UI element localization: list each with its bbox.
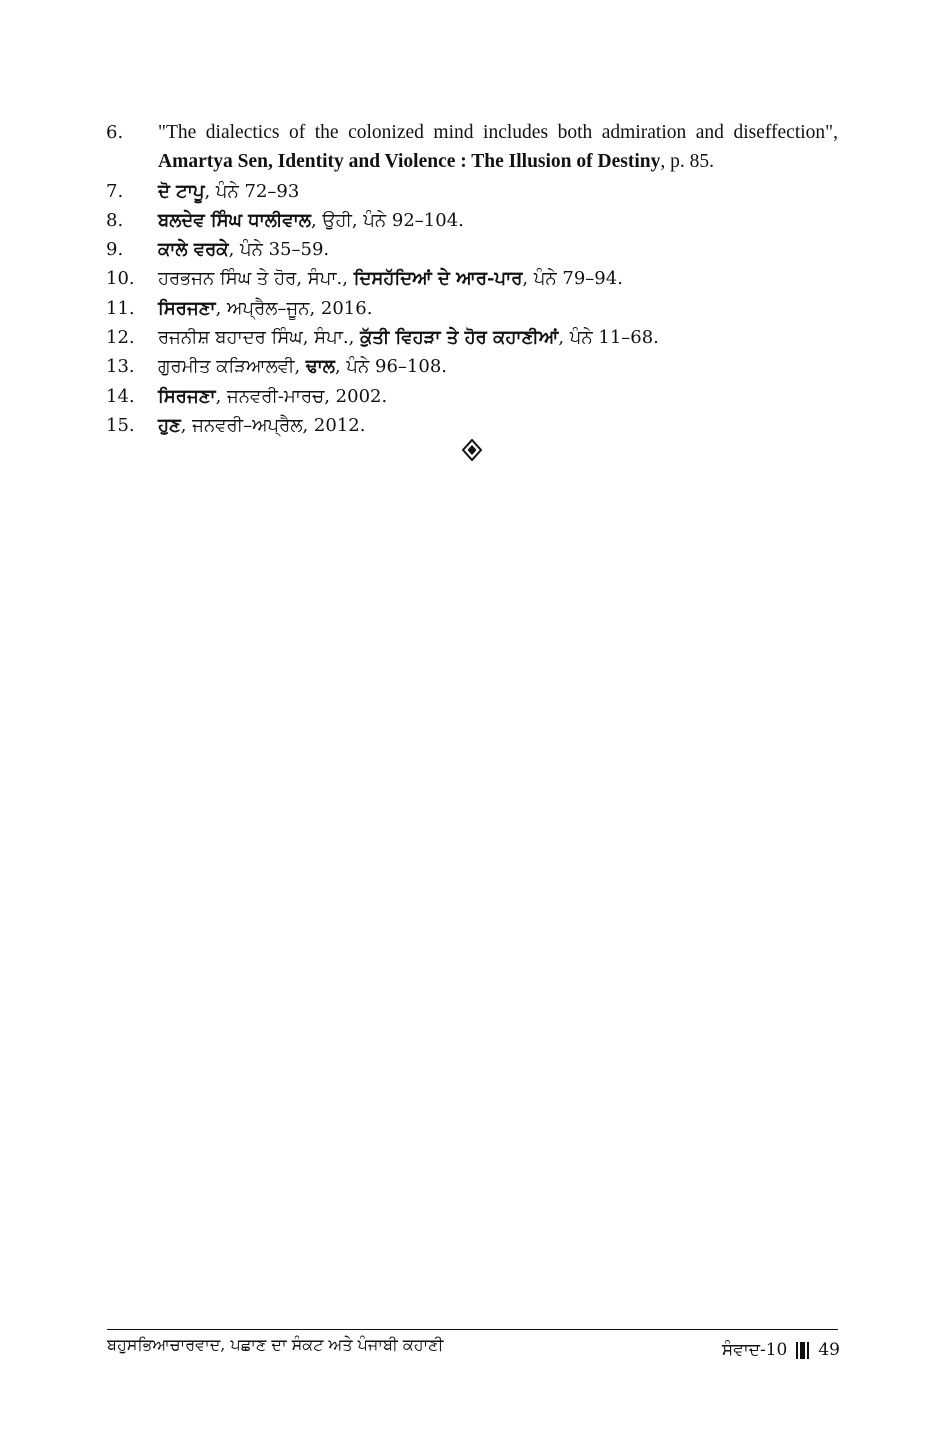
book-title: ਢਾਲ [305, 356, 335, 378]
page-ref: , ਪੰਨੇ 96–108. [334, 356, 447, 378]
endnote-number: 8. [106, 209, 124, 231]
endnote-number: 6. [106, 122, 124, 143]
endnote-text [158, 206, 838, 235]
page-ref: , ਪੰਨੇ 79–94. [522, 268, 623, 290]
author-editor: ਹਰਭਜਨ ਸਿੰਘ ਤੇ ਹੋਰ, ਸੰਪਾ., [158, 268, 354, 290]
endnote-text [158, 235, 838, 264]
endnote-text [158, 264, 838, 293]
issue-ref: , ਜਨਵਰੀ-ਮਾਰਚ, 2002. [215, 385, 388, 407]
endnote-12 [106, 323, 838, 352]
page-number: 49 [818, 1340, 840, 1360]
endnote-10 [106, 264, 838, 293]
endnote-15 [106, 411, 838, 440]
journal-title: ਸਿਰਜਣਾ [158, 297, 216, 319]
book-title: ਕਾਲੇ ਵਰਕੇ [158, 239, 229, 261]
endnote-11 [106, 294, 838, 323]
journal-name: ਸੰਵਾਦ-10 [721, 1340, 788, 1360]
endnote-quote-line: "The dialectics of the colonized mind includes both admiration and diseffection", [158, 122, 838, 143]
footer-divider [107, 1329, 838, 1330]
endnote-8 [106, 206, 838, 235]
endnote-text [158, 352, 838, 381]
endnote-9 [106, 235, 838, 264]
endnote-number: 7. [106, 180, 124, 202]
page-ref: , ਉਹੀ, ਪੰਨੇ 92–104. [310, 209, 464, 231]
endnotes-list [106, 118, 838, 440]
endnote-text [158, 118, 838, 177]
issue-ref: , ਜਨਵਰੀ–ਅਪ੍ਰੈਲ, 2012. [180, 414, 366, 436]
endnote-citation-line [158, 147, 838, 176]
book-title: ਕੁੱਤੀ ਵਿਹੜਾ ਤੇ ਹੋਰ ਕਹਾਣੀਆਂ [360, 327, 559, 349]
endnote-number: 11. [106, 297, 135, 319]
endnote-6 [106, 118, 838, 177]
journal-title: ਸਿਰਜਣਾ [158, 385, 216, 407]
book-title: ਦਿਸਹੱਦਿਆਂ ਦੇ ਆਰ-ਪਾਰ [353, 268, 523, 290]
endnote-text [158, 294, 838, 323]
separator-bars-icon [796, 1341, 809, 1359]
diamond-ornament-icon [462, 439, 482, 461]
author-editor: ਰਜਨੀਸ਼ ਬਹਾਦਰ ਸਿੰਘ, ਸੰਪਾ., [158, 327, 361, 349]
endnote-number: 12. [106, 327, 135, 349]
book-title: ਬਲਦੇਵ ਸਿੰਘ ਧਾਲੀਵਾਲ [158, 209, 311, 231]
author: ਗੁਰਮੀਤ ਕੜਿਆਲਵੀ, [158, 356, 306, 378]
book-title: Amartya Sen, Identity and Violence : The Illusion of Destiny [158, 151, 661, 173]
journal-title: ਹੁਣ [158, 414, 181, 436]
issue-ref: , ਅਪ੍ਰੈਲ–ਜੂਨ, 2016. [215, 297, 373, 319]
endnote-7 [106, 177, 838, 206]
endnote-number: 15. [106, 414, 135, 436]
footer-page-info [722, 1340, 840, 1360]
endnote-number: 10. [106, 268, 135, 290]
endnote-text [158, 323, 838, 352]
endnote-text [158, 177, 838, 206]
endnote-14 [106, 382, 838, 411]
endnote-number: 9. [106, 239, 124, 261]
endnote-text [158, 411, 838, 440]
endnote-13 [106, 352, 838, 381]
endnote-number: 13. [106, 356, 135, 378]
page-ref: , ਪੰਨੇ 11–68. [558, 327, 659, 349]
page-ref: , ਪੰਨੇ 35–59. [228, 239, 330, 261]
running-footer-title: ਬਹੁਸਭਿਆਚਾਰਵਾਦ, ਪਛਾਣ ਦਾ ਸੰਕਟ ਅਤੇ ਪੰਜਾਬੀ ਕਹਾਣੀ [107, 1335, 444, 1354]
endnote-text [158, 382, 838, 411]
page-ref: , ਪੰਨੇ 72–93 [204, 180, 300, 202]
book-title: ਦੋ ਟਾਪੂ [158, 180, 205, 202]
page-ref: , p. 85. [660, 151, 714, 173]
endnote-number: 14. [106, 385, 135, 407]
